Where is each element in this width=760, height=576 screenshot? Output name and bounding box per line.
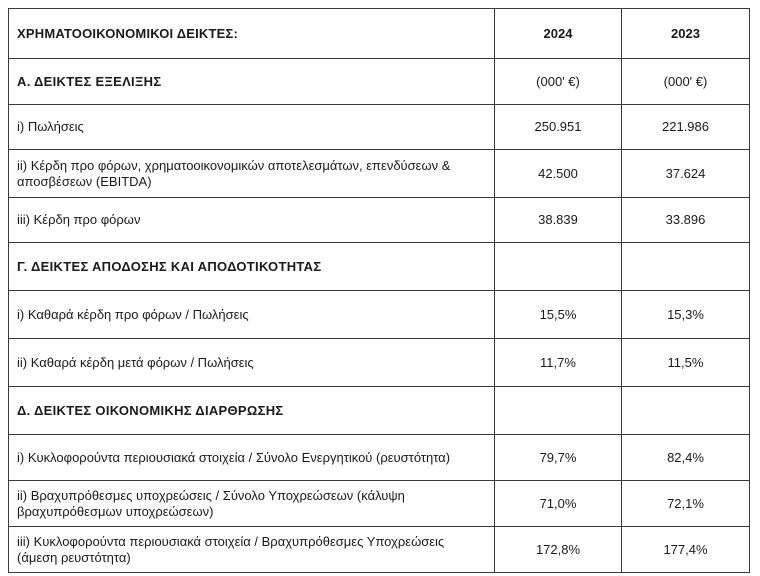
value-2024: 172,8%: [495, 527, 622, 573]
unit-label-2023: (000' €): [622, 59, 750, 105]
value-2023: 11,5%: [622, 339, 750, 387]
empty-cell: [495, 387, 622, 435]
value-2024: 42.500: [495, 150, 622, 198]
financial-ratios-table: [8, 8, 750, 573]
table-row: [9, 198, 750, 243]
table-row: [9, 527, 750, 573]
row-label: iii) Κυκλοφορούντα περιουσιακά στοιχεία / Βραχυπρόθεσμες Υποχρεώσεις (άμεση ρευστότητα): [9, 527, 495, 573]
value-2024: 71,0%: [495, 481, 622, 527]
value-2024: 79,7%: [495, 435, 622, 481]
row-label: ii) Βραχυπρόθεσμες υποχρεώσεις / Σύνολο Υποχρεώσεων (κάλυψη βραχυπρόθεσμων υποχρεώσεων): [9, 481, 495, 527]
table-row: [9, 291, 750, 339]
value-2023: 82,4%: [622, 435, 750, 481]
section-a-title: Α. ΔΕΙΚΤΕΣ ΕΞΕΛΙΞΗΣ: [9, 59, 495, 105]
header-row: [9, 9, 750, 59]
year-2024-header: 2024: [495, 9, 622, 59]
value-2023: 177,4%: [622, 527, 750, 573]
value-2024: 38.839: [495, 198, 622, 243]
section-row-d: [9, 387, 750, 435]
row-label: i) Πωλήσεις: [9, 105, 495, 150]
table-title: ΧΡΗΜΑΤΟΟΙΚΟΝΟΜΙΚΟΙ ΔΕΙΚΤΕΣ:: [9, 9, 495, 59]
value-2023: 37.624: [622, 150, 750, 198]
row-label: iii) Κέρδη προ φόρων: [9, 198, 495, 243]
row-label: ii) Κέρδη προ φόρων, χρηματοοικονομικών αποτελεσμάτων, επενδύσεων & αποσβέσεων (EBITDA): [9, 150, 495, 198]
value-2023: 33.896: [622, 198, 750, 243]
section-row-a: [9, 59, 750, 105]
value-2024: 250.951: [495, 105, 622, 150]
table-row: [9, 105, 750, 150]
value-2024: 15,5%: [495, 291, 622, 339]
section-g-title: Γ. ΔΕΙΚΤΕΣ ΑΠΟΔΟΣΗΣ ΚΑΙ ΑΠΟΔΟΤΙΚΟΤΗΤΑΣ: [9, 243, 495, 291]
value-2024: 11,7%: [495, 339, 622, 387]
empty-cell: [622, 387, 750, 435]
value-2023: 221.986: [622, 105, 750, 150]
table-row: [9, 150, 750, 198]
table-row: [9, 339, 750, 387]
value-2023: 15,3%: [622, 291, 750, 339]
row-label: i) Καθαρά κέρδη προ φόρων / Πωλήσεις: [9, 291, 495, 339]
section-row-g: [9, 243, 750, 291]
table-row: [9, 435, 750, 481]
empty-cell: [622, 243, 750, 291]
table-row: [9, 481, 750, 527]
row-label: i) Κυκλοφορούντα περιουσιακά στοιχεία / Σύνολο Ενεργητικού (ρευστότητα): [9, 435, 495, 481]
year-2023-header: 2023: [622, 9, 750, 59]
section-d-title: Δ. ΔΕΙΚΤΕΣ ΟΙΚΟΝΟΜΙΚΗΣ ΔΙΑΡΘΡΩΣΗΣ: [9, 387, 495, 435]
empty-cell: [495, 243, 622, 291]
row-label: ii) Καθαρά κέρδη μετά φόρων / Πωλήσεις: [9, 339, 495, 387]
value-2023: 72,1%: [622, 481, 750, 527]
unit-label-2024: (000' €): [495, 59, 622, 105]
